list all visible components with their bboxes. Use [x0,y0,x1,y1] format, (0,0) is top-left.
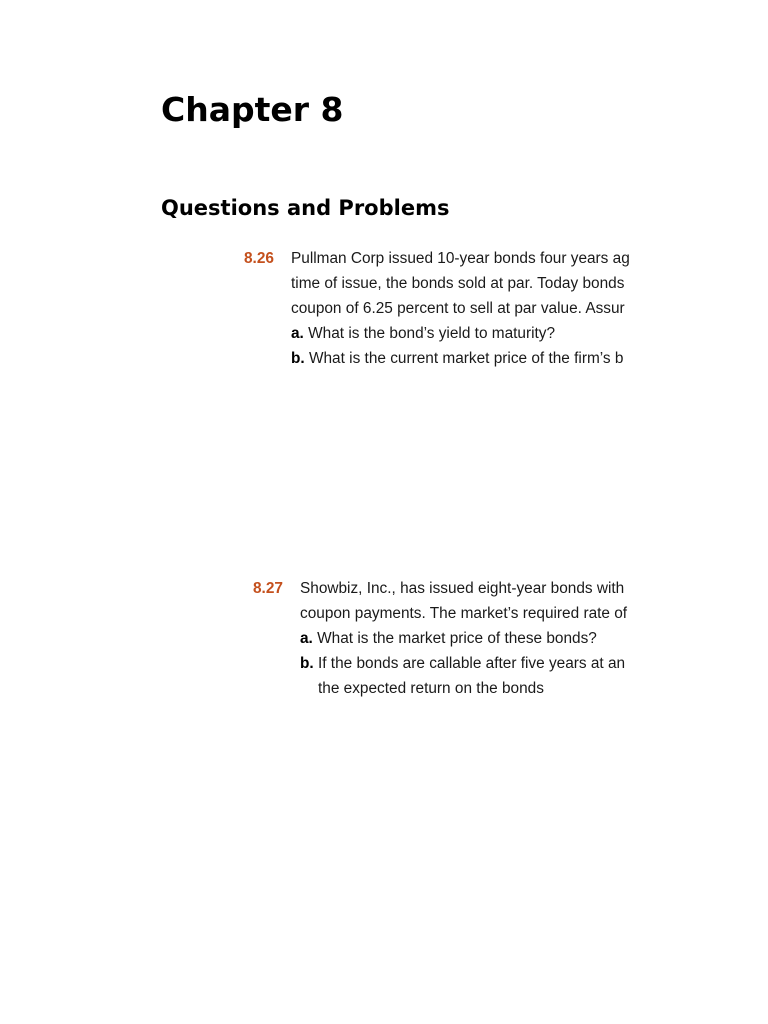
part-label: a. [300,630,313,647]
problem-part-a [291,321,555,346]
problem-number: 8.26 [244,250,274,267]
problem-part-b [300,651,625,676]
problem-text-line: time of issue, the bonds sold at par. Today bonds [291,275,625,292]
part-label: b. [291,350,305,367]
problem-text-line: coupon of 6.25 percent to sell at par value. Assur [291,300,625,317]
problem-8-27 [247,574,647,700]
problem-text-line: Pullman Corp issued 10-year bonds four years ag [291,250,630,267]
section-title: Questions and Problems [161,196,450,220]
problem-number: 8.27 [253,580,283,597]
problem-text-line: coupon payments. The market’s required rate of [300,605,628,622]
problem-part-b [291,346,623,371]
part-text: What is the current market price of the firm’s b [308,350,624,367]
part-text: What is the market price of these bonds? [317,630,597,647]
problem-8-26 [238,244,650,376]
part-label: b. [300,655,314,672]
problem-text-line: Showbiz, Inc., has issued eight-year bonds with [300,580,625,597]
chapter-title: Chapter 8 [161,90,344,129]
part-text: If the bonds are callable after five years at an [317,655,626,672]
part-text: What is the bond’s yield to maturity? [308,325,556,342]
part-text-continuation: the expected return on the bonds [318,680,544,697]
part-label: a. [291,325,304,342]
problem-part-a [300,626,597,651]
